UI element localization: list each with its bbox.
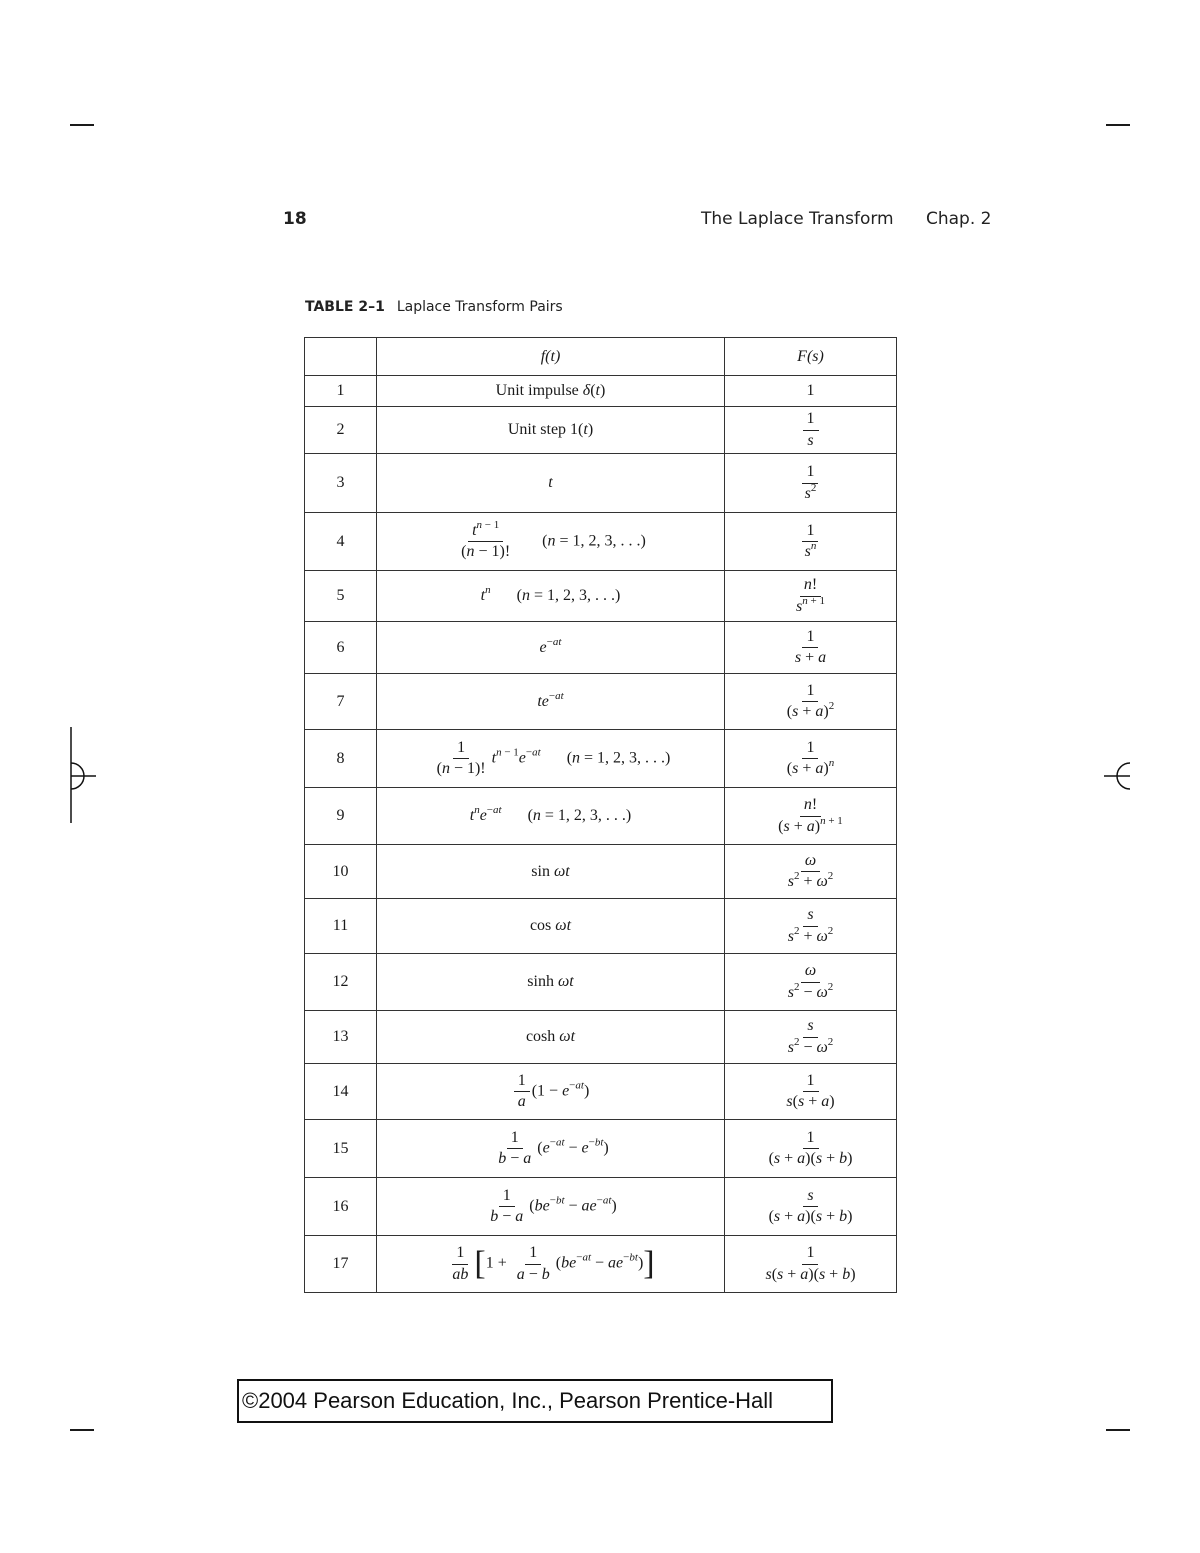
f-cell: $\frac{1}{b - a}$ $(e^{-at} - e^{-bt})$ bbox=[377, 1120, 725, 1178]
F-cell: $\frac{1}{(s + a)^2}$ bbox=[725, 674, 897, 730]
table-row bbox=[305, 730, 897, 788]
row-number: 6 bbox=[305, 622, 377, 674]
table-row bbox=[305, 1178, 897, 1236]
row-number: 10 bbox=[305, 845, 377, 899]
f-cell: $\frac{1}{(n - 1)!}$ $t^{n - 1}e^{-at}$ (n = 1, 2, 3, . . .) bbox=[377, 730, 725, 788]
F-cell: $\frac{1}{s + a}$ bbox=[725, 622, 897, 674]
table-row bbox=[305, 407, 897, 454]
F-cell: 1 bbox=[725, 376, 897, 407]
registration-mark-right bbox=[1100, 758, 1136, 794]
table-row bbox=[305, 1236, 897, 1293]
table-row bbox=[305, 622, 897, 674]
F-cell: $\frac{n!}{(s + a)^{n + 1}}$ bbox=[725, 788, 897, 845]
row-number: 4 bbox=[305, 513, 377, 571]
table-row bbox=[305, 376, 897, 407]
F-cell: $\frac{s}{s^2 - \omega^2}$ bbox=[725, 1011, 897, 1064]
header-F: F(s) bbox=[725, 338, 897, 376]
f-cell: $\frac{1}{ab}$ [1 + $\frac{1}{a - b}$ $(be^{-at} - ae^{-bt})$] bbox=[377, 1236, 725, 1293]
F-cell: $\frac{1}{(s + a)(s + b)}$ bbox=[725, 1120, 897, 1178]
crop-mark bbox=[70, 1429, 94, 1431]
laplace-table bbox=[304, 337, 897, 1293]
row-number: 11 bbox=[305, 899, 377, 954]
F-cell: $\frac{\omega}{s^2 - \omega^2}$ bbox=[725, 954, 897, 1011]
row-number: 7 bbox=[305, 674, 377, 730]
row-number: 1 bbox=[305, 376, 377, 407]
row-number: 12 bbox=[305, 954, 377, 1011]
table-row bbox=[305, 845, 897, 899]
F-cell: $\frac{s}{s^2 + \omega^2}$ bbox=[725, 899, 897, 954]
header-empty bbox=[305, 338, 377, 376]
table-label: TABLE 2–1 bbox=[305, 299, 385, 315]
f-cell: $\frac{1}{a}$ $(1 - e^{-at})$ bbox=[377, 1064, 725, 1120]
f-cell: sinh ωt bbox=[377, 954, 725, 1011]
chapter-label: Chap. 2 bbox=[926, 209, 992, 229]
f-cell: t bbox=[377, 454, 725, 513]
F-cell: $\frac{1}{(s + a)^n}$ bbox=[725, 730, 897, 788]
crop-mark bbox=[1106, 1429, 1130, 1431]
row-number: 17 bbox=[305, 1236, 377, 1293]
row-number: 2 bbox=[305, 407, 377, 454]
F-cell: $\frac{1}{s^n}$ bbox=[725, 513, 897, 571]
F-cell: $\frac{1}{s}$ bbox=[725, 407, 897, 454]
f-cell: cos ωt bbox=[377, 899, 725, 954]
f-cell: $\frac{1}{b - a}$ $(be^{-bt} - ae^{-at})$ bbox=[377, 1178, 725, 1236]
table-row bbox=[305, 1011, 897, 1064]
table-row bbox=[305, 1064, 897, 1120]
F-cell: $\frac{1}{s^2}$ bbox=[725, 454, 897, 513]
table-row bbox=[305, 1120, 897, 1178]
table-row bbox=[305, 954, 897, 1011]
registration-mark-left bbox=[60, 725, 100, 825]
table-row bbox=[305, 513, 897, 571]
row-number: 5 bbox=[305, 571, 377, 622]
row-number: 14 bbox=[305, 1064, 377, 1120]
row-number: 13 bbox=[305, 1011, 377, 1064]
row-number: 15 bbox=[305, 1120, 377, 1178]
table-row bbox=[305, 571, 897, 622]
row-number: 9 bbox=[305, 788, 377, 845]
table-row bbox=[305, 674, 897, 730]
f-cell: $t^ne^{-at}$ (n = 1, 2, 3, . . .) bbox=[377, 788, 725, 845]
crop-mark bbox=[1106, 124, 1130, 126]
F-cell: $\frac{1}{s(s + a)}$ bbox=[725, 1064, 897, 1120]
copyright-notice: ©2004 Pearson Education, Inc., Pearson Prentice-Hall bbox=[237, 1379, 833, 1423]
f-cell: sin ωt bbox=[377, 845, 725, 899]
F-cell: $\frac{1}{s(s + a)(s + b)}$ bbox=[725, 1236, 897, 1293]
table-row bbox=[305, 899, 897, 954]
F-cell: $\frac{\omega}{s^2 + \omega^2}$ bbox=[725, 845, 897, 899]
F-cell: $\frac{s}{(s + a)(s + b)}$ bbox=[725, 1178, 897, 1236]
row-number: 8 bbox=[305, 730, 377, 788]
f-cell: cosh ωt bbox=[377, 1011, 725, 1064]
f-cell: Unit step 1(t) bbox=[377, 407, 725, 454]
table-row bbox=[305, 454, 897, 513]
f-cell: $e^{-at}$ bbox=[377, 622, 725, 674]
chapter-title: The Laplace Transform bbox=[701, 209, 894, 229]
f-cell: $\frac{t^{n - 1}}{(n - 1)!}$ (n = 1, 2, 3, . . .) bbox=[377, 513, 725, 571]
F-cell: $\frac{n!}{s^{n + 1}}$ bbox=[725, 571, 897, 622]
page-number: 18 bbox=[283, 209, 307, 229]
row-number: 16 bbox=[305, 1178, 377, 1236]
header-f: f(t) bbox=[377, 338, 725, 376]
table-title: Laplace Transform Pairs bbox=[396, 299, 563, 315]
crop-mark bbox=[70, 124, 94, 126]
table-row bbox=[305, 788, 897, 845]
f-cell: Unit impulse δ(t) bbox=[377, 376, 725, 407]
table-caption bbox=[305, 299, 563, 315]
row-number: 3 bbox=[305, 454, 377, 513]
f-cell: $t^n$ (n = 1, 2, 3, . . .) bbox=[377, 571, 725, 622]
table-header-row bbox=[305, 338, 897, 376]
f-cell: $te^{-at}$ bbox=[377, 674, 725, 730]
